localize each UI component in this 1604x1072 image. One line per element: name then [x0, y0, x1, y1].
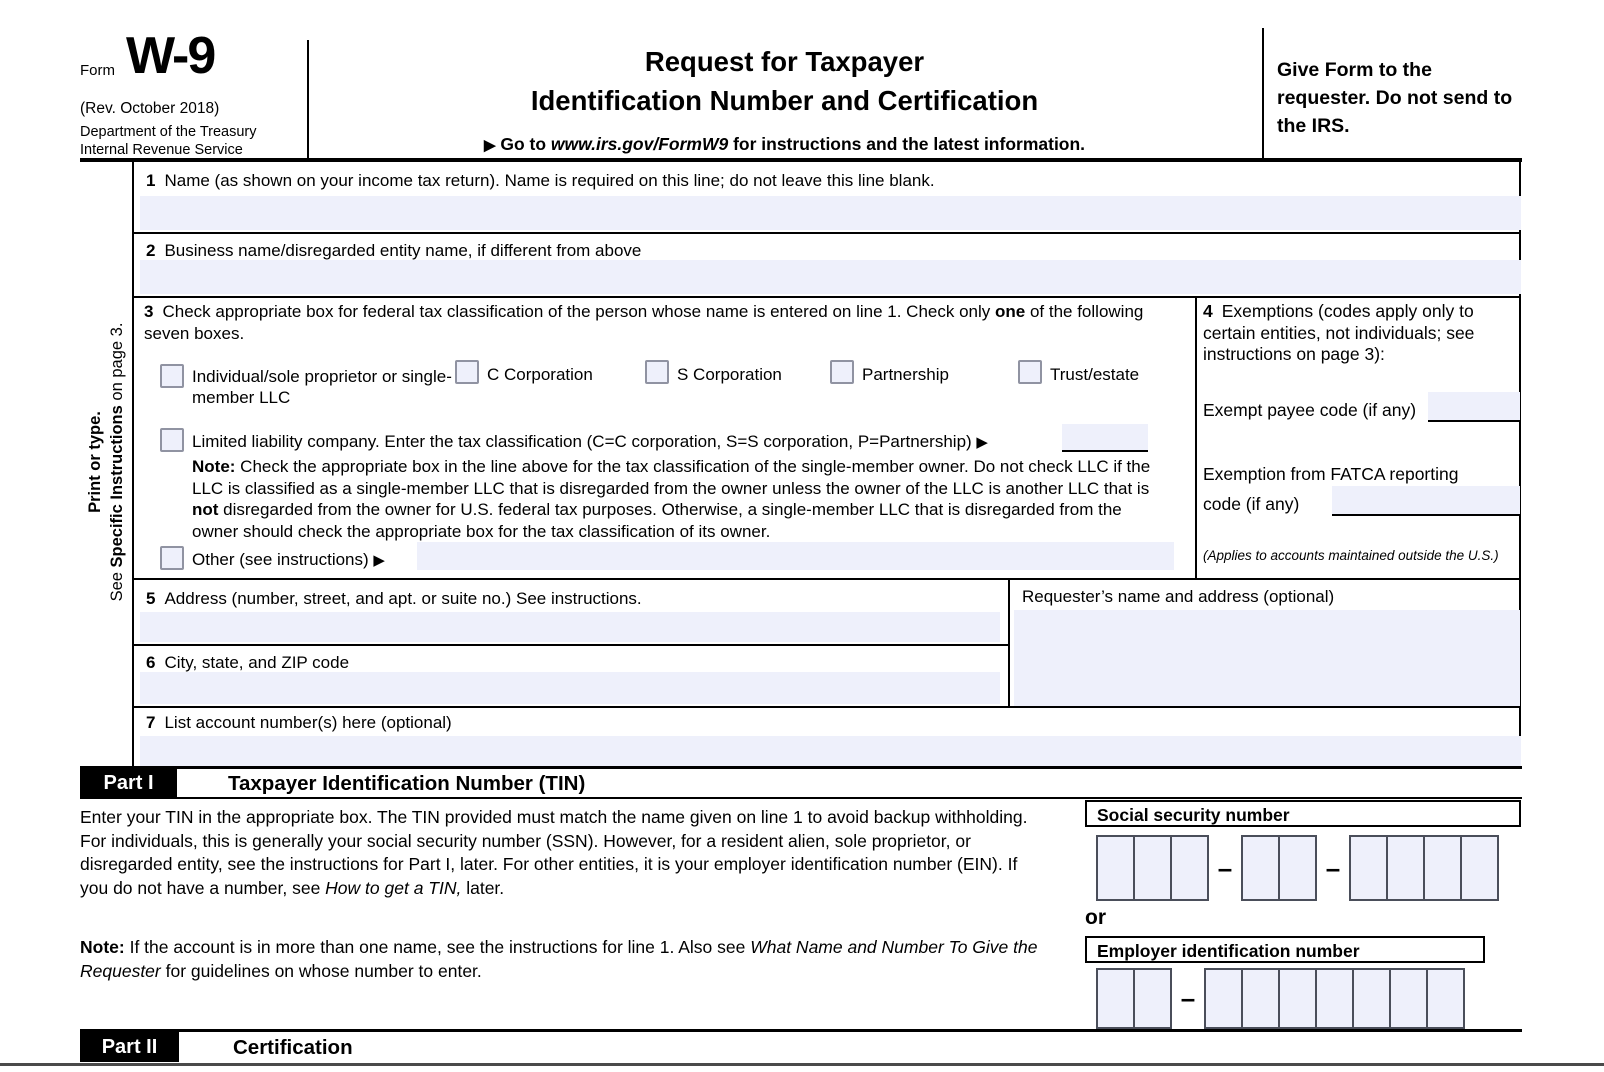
ssn-input-cells [1096, 835, 1499, 901]
tin-digit-cell[interactable] [1386, 835, 1425, 901]
tin-digit-cell[interactable] [1352, 968, 1391, 1029]
line6-label: 6 City, state, and ZIP code [146, 653, 350, 672]
llc-checkbox[interactable] [160, 428, 184, 452]
ein-label-box: Employer identification number [1085, 936, 1485, 963]
form-service: Internal Revenue Service [80, 142, 243, 158]
tin-group-dash: – [1217, 852, 1233, 883]
llc-label: Limited liability company. Enter the tax classification (C=C corporation, S=S corporation, P=Partnership) ▶ [192, 432, 988, 451]
business-name-input[interactable] [140, 260, 1521, 294]
tin-digit-cell[interactable] [1170, 835, 1209, 901]
irs-url: www.irs.gov/FormW9 [550, 134, 729, 154]
ein-input-cells [1096, 968, 1465, 1029]
tax-class-label-s-corporation: S Corporation [677, 365, 782, 384]
tax-class-checkbox-c-corporation[interactable] [455, 360, 479, 384]
fatca-label-line2: code (if any) [1203, 494, 1300, 514]
requester-input[interactable] [1014, 610, 1520, 706]
requester-label: Requester’s name and address (optional) [1022, 587, 1335, 606]
part1-top-rule [80, 766, 1522, 769]
tin-digit-cell[interactable] [1278, 968, 1317, 1029]
tax-class-checkbox-individual[interactable] [160, 364, 184, 388]
other-input[interactable] [417, 542, 1174, 570]
ssn-label-box: Social security number [1085, 800, 1521, 827]
line1-label: 1 Name (as shown on your income tax return). Name is required on this line; do not leave this line blank. [146, 171, 935, 190]
llc-note: Note: Check the appropriate box in the line above for the tax classification of the single-member owner. Do not check LLC if the LLC is classified as a single-member LLC that is disregarded from the owner unless the owner of the LLC is another LLC that is not disregarded from the owner for U.S. federal tax purposes. Otherwise, a single-member LLC that is disregarded from the owner should check the appropriate box for the tax classification of its owner. [192, 457, 1151, 541]
tin-digit-cell[interactable] [1133, 835, 1172, 901]
part2-title: Certification [233, 1036, 353, 1059]
tax-class-checkbox-s-corporation[interactable] [645, 360, 669, 384]
form-number: W-9 [126, 27, 215, 85]
line3-label: 3 Check appropriate box for federal tax classification of the person whose name is entered on line 1. Check only one of the following seven boxes. [144, 302, 1144, 343]
line2-label: 2 Business name/disregarded entity name, if different from above [146, 241, 642, 260]
tin-digit-cell[interactable] [1204, 968, 1243, 1029]
fatca-code-input[interactable] [1332, 486, 1520, 516]
tin-digit-cell[interactable] [1460, 835, 1499, 901]
other-label: Other (see instructions) ▶ [192, 550, 385, 569]
name-input[interactable] [140, 196, 1521, 230]
form-department: Department of the Treasury [80, 124, 257, 140]
exempt-payee-input[interactable] [1428, 392, 1520, 422]
form-label: Form [80, 62, 115, 79]
header-bottom-rule [80, 158, 1522, 162]
part1-bottom-rule [80, 797, 1522, 799]
tax-class-label-partnership: Partnership [862, 365, 949, 384]
right-arrow-icon: ▶ [976, 434, 988, 451]
tax-class-label-individual: Individual/sole proprietor or single-member LLC [192, 367, 452, 407]
tin-digit-cell[interactable] [1096, 968, 1135, 1029]
form-left-border [132, 162, 134, 768]
tin-digit-cell[interactable] [1349, 835, 1388, 901]
llc-classification-input[interactable] [1062, 424, 1148, 452]
tin-digit-cell[interactable] [1096, 835, 1135, 901]
part1-instructions: Enter your TIN in the appropriate box. The TIN provided must match the name given on line 1 to avoid backup withholding. For individuals, this is generally your social security number (SSN). However, for a resident alien, sole proprietor, or disregarded entity, see the instructions for Part I, later. For other entities, it is your employer identification number (EIN). If you do not have a number, see How to get a TIN, later. [80, 807, 1028, 898]
tin-group-dash: – [1180, 983, 1196, 1013]
part1-title: Taxpayer Identification Number (TIN) [228, 772, 586, 795]
fatca-label-line1: Exemption from FATCA reporting [1203, 464, 1459, 484]
tax-class-checkbox-trust-estate[interactable] [1018, 360, 1042, 384]
header-divider-right [1262, 28, 1264, 158]
form-title: Request for Taxpayer Identification Number and Certification [530, 46, 1039, 116]
part2-badge: Part II [80, 1032, 179, 1062]
part2-top-rule [80, 1029, 1522, 1032]
part1-note: Note: If the account is in more than one name, see the instructions for line 1. Also see What Name and Number To Give the Requester for guidelines on whose number to enter. [80, 937, 1038, 981]
row-divider [132, 644, 1008, 646]
requester-divider [1008, 578, 1010, 706]
w9-form-page: Form W-9 (Rev. October 2018) Department of the Treasury Internal Revenue Service Request for Taxpayer Identification Number and Certification ▶ Go to www.irs.gov/FormW9 for instructions and the latest information. Give Form to the requester. Do not send to the IRS. Print or type. See Specific Instructions on page 3. 1 Name (as shown on your income tax return). Name is required on this line; do not leave this line blank. 2 Business name/disregarded entity name, if different from above 3 Check appropriate box for federal tax classification of the person whose name is entered on line 1. Check only one of the following seven boxes. Individual/sole proprietor or single-member LLC C Corporation S Corporation Partnership Trust/estate Limited liability company. Enter the tax classification (C=C corporation, S=S corporation, P=Partnership) ▶ Note: Check the appropriate box in the line above for the tax classification of the single-member owner. Do not check LLC if the LLC is classified as a single-member LLC that is disregarded from the owner unless the owner of the LLC is another LLC that is not disregarded from the owner for U.S. federal tax purposes. Otherwise, a single-member LLC that is disregarded from the owner should check the appropriate box for the tax classification of its owner. Other (see instructions) ▶ 4 Exemptions (codes apply only to certain entities, not individuals; see instructions on page 3): Exempt payee code (if any) Exemption from FATCA reporting code (if any) (Applies to accounts maintained outside the U.S.) 5 Address (number, street, and apt. or suite no.) See instructions. Requester’s name and address (optional) 6 City, state, and ZIP code 7 List account number(s) here (optional) Part I Taxpayer Identification Number (TIN) Enter your TIN in the appropriate box. The TIN provided must match the name given on line 1 to avoid backup withholding. For individuals, this is generally your social security number (SSN). However, for a resident alien, sole proprietor, or disregarded entity, see the instructions for Part I, later. For other entities, it is your employer identification number (EIN). If you do not have a number, see How to get a TIN, later. Note: If the account is in more than one name, see the instructions for line 1. Also see What Name and Number To Give the Requester for guidelines on whose number to enter. Social security number – – or Employer identification number – Part II Certification [0, 0, 1604, 1072]
window-bottom-edge [0, 1063, 1604, 1066]
right-arrow-icon: ▶ [483, 137, 496, 154]
tin-or-label: or [1085, 906, 1106, 929]
other-checkbox[interactable] [160, 546, 184, 570]
form-revision: (Rev. October 2018) [80, 100, 220, 117]
goto-instructions: ▶ Go to www.irs.gov/FormW9 for instructions and the latest information. [483, 134, 1086, 154]
tin-digit-cell[interactable] [1389, 968, 1428, 1029]
tin-digit-cell[interactable] [1315, 968, 1354, 1029]
exempt-payee-label: Exempt payee code (if any) [1203, 400, 1417, 420]
right-arrow-icon: ▶ [373, 552, 385, 569]
tax-class-checkbox-partnership[interactable] [830, 360, 854, 384]
line5-label: 5 Address (number, street, and apt. or suite no.) See instructions. [146, 589, 642, 608]
row-divider [132, 706, 1521, 708]
part1-badge: Part I [80, 769, 177, 797]
row-divider [132, 296, 1521, 298]
tax-class-label-c-corporation: C Corporation [487, 365, 593, 384]
tin-digit-cell[interactable] [1133, 968, 1172, 1029]
section34-divider [1195, 296, 1197, 578]
tin-digit-cell[interactable] [1241, 835, 1280, 901]
tin-digit-cell[interactable] [1278, 835, 1317, 901]
tin-group-dash: – [1325, 852, 1341, 883]
row-divider [132, 232, 1521, 234]
line4-label: 4 Exemptions (codes apply only to certain entities, not individuals; see instructions on page 3): [1203, 301, 1475, 364]
give-form-note: Give Form to the requester. Do not send to the IRS. [1277, 59, 1513, 137]
tax-class-label-trust-estate: Trust/estate [1050, 365, 1140, 384]
account-numbers-input[interactable] [140, 736, 1521, 766]
city-state-zip-input[interactable] [140, 672, 1000, 704]
row-divider [132, 578, 1521, 580]
tin-digit-cell[interactable] [1423, 835, 1462, 901]
line7-label: 7 List account number(s) here (optional) [146, 713, 452, 732]
tin-digit-cell[interactable] [1241, 968, 1280, 1029]
fatca-applies-note: (Applies to accounts maintained outside the U.S.) [1203, 548, 1499, 563]
tin-digit-cell[interactable] [1426, 968, 1465, 1029]
address-input[interactable] [140, 612, 1000, 642]
